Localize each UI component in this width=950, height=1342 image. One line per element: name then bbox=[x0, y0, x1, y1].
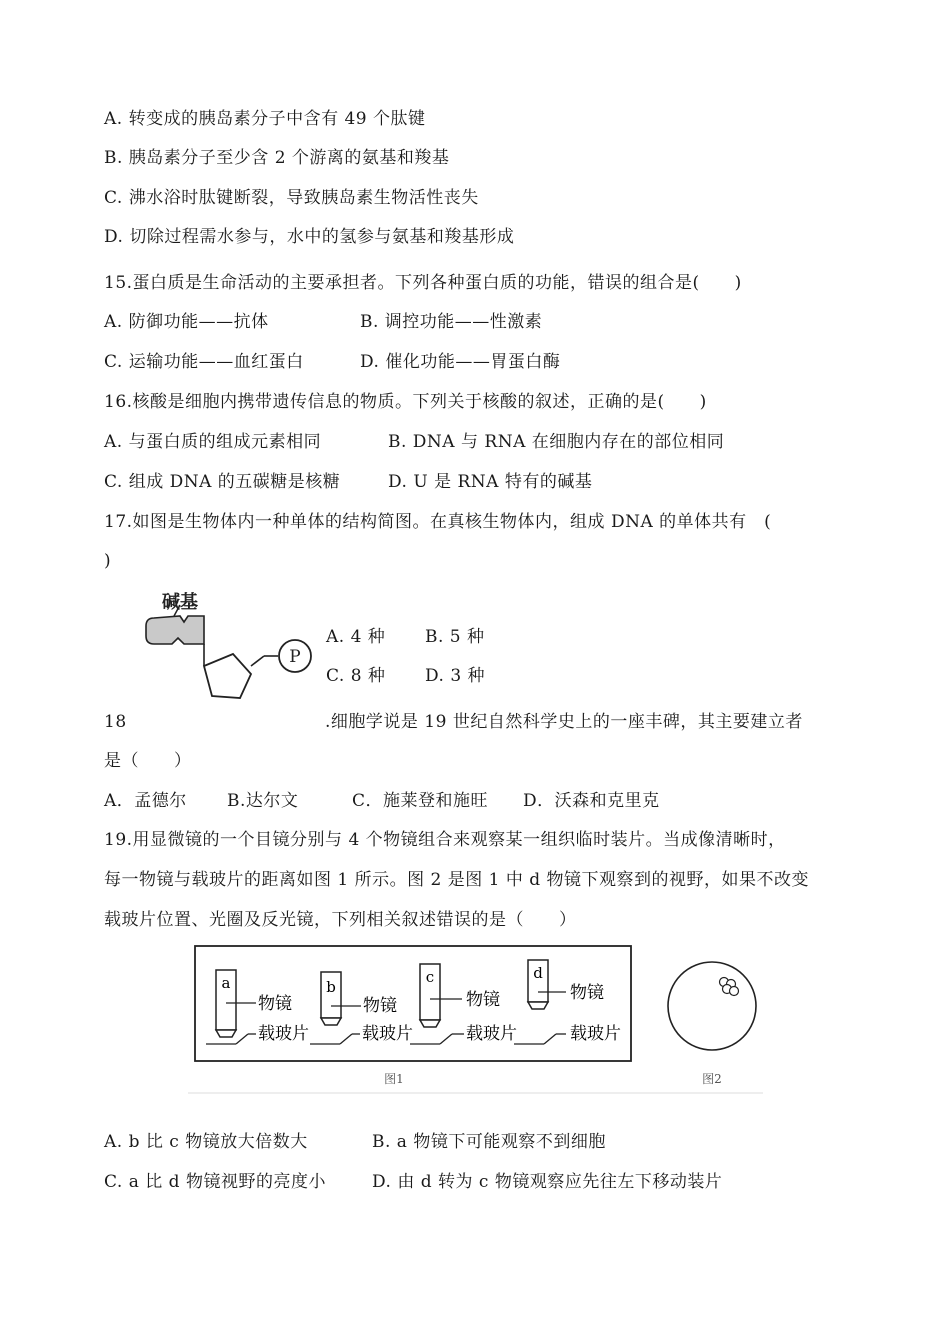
q19-option-d: D. 由 d 转为 c 物镜观察应先往左下移动装片 bbox=[372, 1172, 723, 1192]
objective-b-label: 物镜 bbox=[363, 996, 397, 1016]
q14-option-d: D. 切除过程需水参与，水中的氢参与氨基和羧基形成 bbox=[104, 227, 515, 247]
q18-stem-line2: 是（ ） bbox=[104, 751, 192, 771]
q19-option-a: A. b 比 c 物镜放大倍数大 bbox=[104, 1132, 308, 1152]
slide-d-label: 载玻片 bbox=[570, 1024, 621, 1044]
slide-c-label: 载玻片 bbox=[466, 1024, 517, 1044]
field-of-view-circle bbox=[668, 962, 756, 1050]
q16-option-c: C. 组成 DNA 的五碳糖是核糖 bbox=[104, 472, 341, 492]
nucleotide-diagram bbox=[140, 588, 320, 708]
base-label: 碱基 bbox=[162, 592, 198, 613]
q19-option-b: B. a 物镜下可能观察不到细胞 bbox=[372, 1132, 606, 1152]
q15-option-a: A. 防御功能——抗体 bbox=[104, 312, 269, 332]
q16-option-a: A. 与蛋白质的组成元素相同 bbox=[104, 432, 322, 452]
q14-option-a: A. 转变成的胰岛素分子中含有 49 个肽键 bbox=[104, 109, 426, 129]
q18-option-d: D．沃森和克里克 bbox=[523, 791, 660, 811]
q18-number: 18 bbox=[104, 712, 127, 732]
q19-stem: 19.用显微镜的一个目镜分别与 4 个物镜组合来观察某一组织临时装片。当成像清晰时， bbox=[104, 830, 786, 850]
objective-b bbox=[310, 972, 413, 1044]
objective-c-letter: c bbox=[425, 968, 435, 986]
figure2-caption: 图2 bbox=[702, 1072, 722, 1086]
objective-a-label: 物镜 bbox=[258, 994, 292, 1014]
q17-option-a: A. 4 种 bbox=[326, 627, 386, 647]
q17-stem: 17.如图是生物体内一种单体的结构简图。在真核生物体内，组成 DNA 的单体共有 ( bbox=[104, 512, 772, 532]
slide-a-label: 载玻片 bbox=[258, 1024, 309, 1044]
objective-a-letter: a bbox=[221, 974, 231, 992]
q18-stem: .细胞学说是 19 世纪自然科学史上的一座丰碑，其主要建立者 bbox=[325, 712, 803, 732]
q16-option-b: B. DNA 与 RNA 在细胞内存在的部位相同 bbox=[388, 432, 725, 452]
q18-option-b: B.达尔文 bbox=[227, 791, 299, 811]
objective-c-label: 物镜 bbox=[466, 990, 500, 1010]
q15-stem: 15.蛋白质是生命活动的主要承担者。下列各种蛋白质的功能，错误的组合是( ) bbox=[104, 273, 742, 293]
q15-option-c: C. 运输功能——血红蛋白 bbox=[104, 352, 304, 372]
base-shape bbox=[146, 616, 204, 644]
q17-option-b: B. 5 种 bbox=[425, 627, 485, 647]
q14-option-c: C. 沸水浴时肽键断裂，导致胰岛素生物活性丧失 bbox=[104, 188, 479, 208]
microscope-objectives-figure bbox=[188, 940, 768, 1095]
q16-stem: 16.核酸是细胞内携带遗传信息的物质。下列关于核酸的叙述，正确的是( ) bbox=[104, 392, 707, 412]
objective-d bbox=[514, 960, 621, 1044]
objective-d-letter: d bbox=[533, 964, 543, 982]
phosphate-label: P bbox=[289, 647, 301, 667]
q19-stem-line3: 载玻片位置、光圈及反光镜，下列相关叙述错误的是（ ） bbox=[104, 910, 577, 930]
q18-option-c: C．施莱登和施旺 bbox=[352, 791, 489, 811]
objective-d-label: 物镜 bbox=[570, 983, 604, 1003]
q14-option-b: B. 胰岛素分子至少含 2 个游离的氨基和羧基 bbox=[104, 148, 450, 168]
q17-stem-line2: ) bbox=[104, 551, 112, 571]
objective-a bbox=[206, 970, 309, 1044]
objective-b-letter: b bbox=[326, 978, 336, 996]
objective-c bbox=[410, 964, 517, 1044]
q19-stem-line2: 每一物镜与载玻片的距离如图 1 所示。图 2 是图 1 中 d 物镜下观察到的视野，如果不改变 bbox=[104, 870, 810, 890]
q16-option-d: D. U 是 RNA 特有的碱基 bbox=[388, 472, 593, 492]
figure1-caption: 图1 bbox=[384, 1072, 404, 1086]
q19-option-c: C. a 比 d 物镜视野的亮度小 bbox=[104, 1172, 326, 1192]
q18-option-a: A．孟德尔 bbox=[104, 791, 187, 811]
q15-option-d: D. 催化功能——胃蛋白酶 bbox=[360, 352, 561, 372]
q15-option-b: B. 调控功能——性激素 bbox=[360, 312, 543, 332]
q17-option-d: D. 3 种 bbox=[425, 666, 486, 686]
slide-b-label: 载玻片 bbox=[362, 1024, 413, 1044]
pentose-sugar-shape bbox=[204, 654, 251, 698]
q17-option-c: C. 8 种 bbox=[326, 666, 386, 686]
